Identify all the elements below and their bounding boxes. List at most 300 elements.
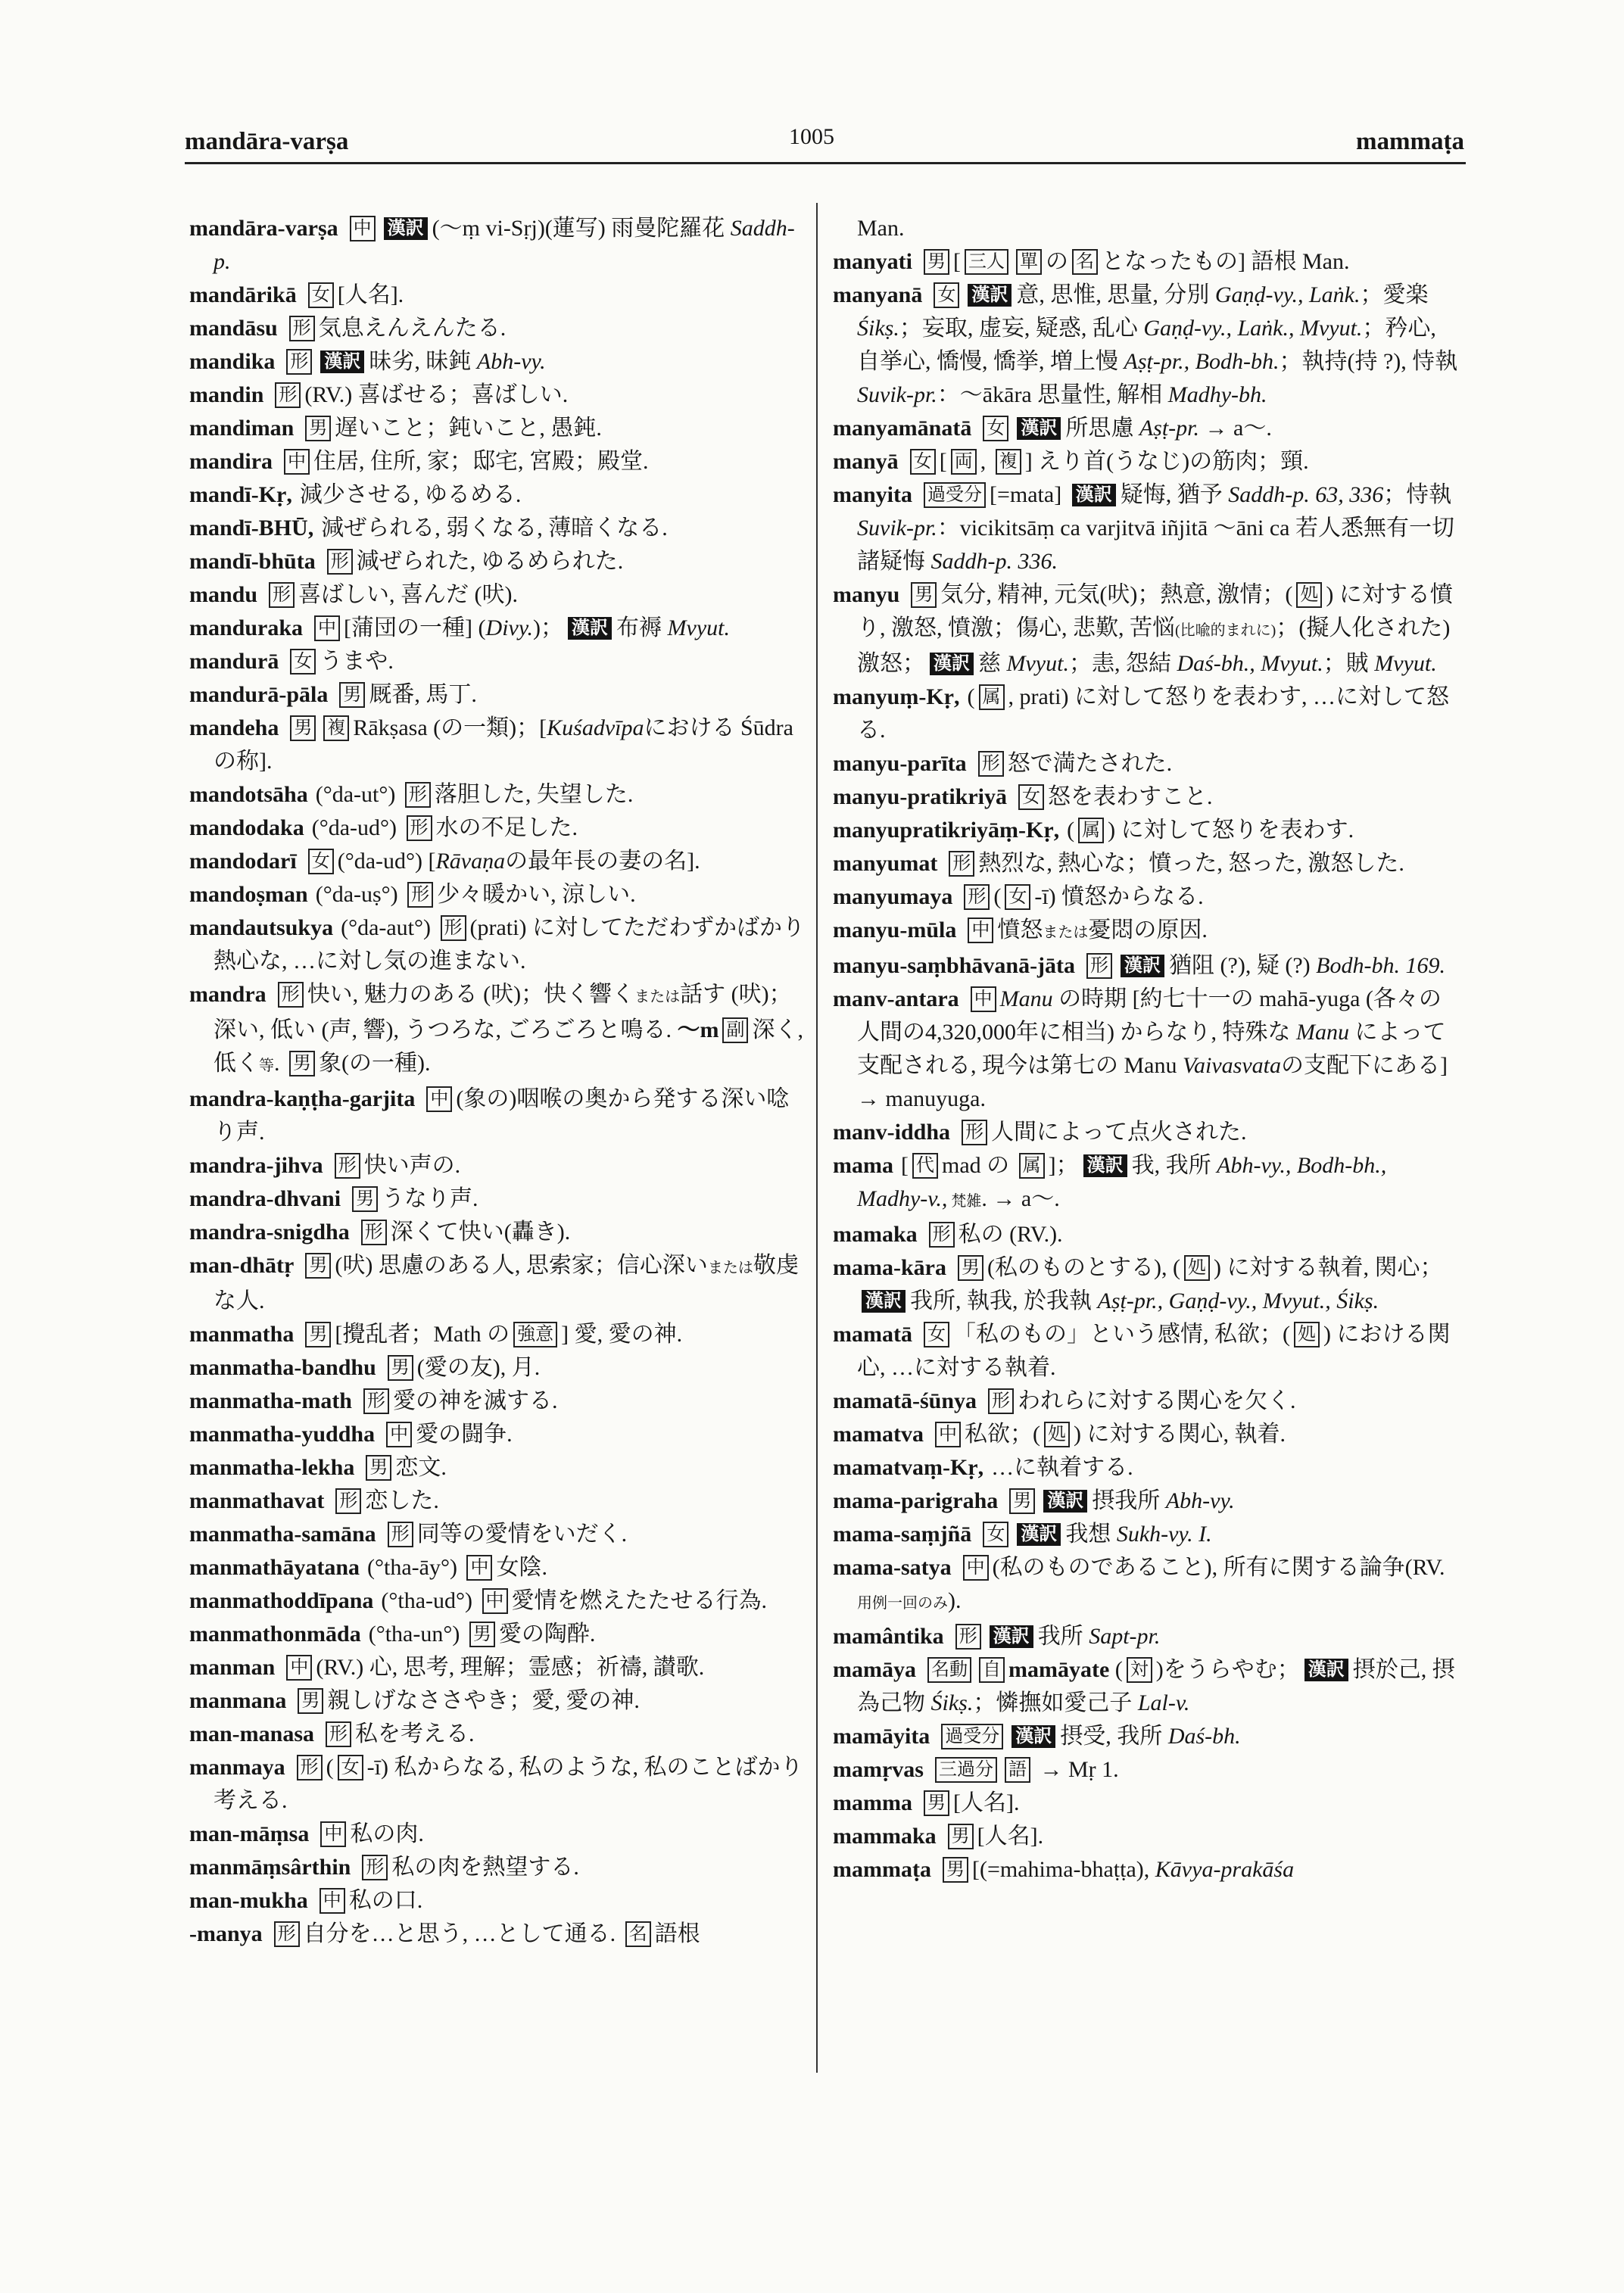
definition-text: 少々暖かい, 涼しい. xyxy=(437,882,636,907)
headword: manmāṃsârthin xyxy=(189,1855,351,1880)
grammar-tag: 語 xyxy=(1005,1757,1030,1783)
definition-text: 愛の神を滅する. xyxy=(393,1388,558,1413)
headword: manmatha-yuddha xyxy=(189,1422,376,1447)
citation: Bodh-bh. 169. xyxy=(1316,953,1445,978)
headword: manmathonmāda xyxy=(189,1622,361,1647)
definition-text: 摂於己, 摂為己物 xyxy=(857,1657,1455,1715)
grammar-tag: 形 xyxy=(361,1220,387,1245)
headword: mamaka xyxy=(833,1222,918,1247)
grammar-tag: 女 xyxy=(1005,884,1030,910)
grammar-tag: 形 xyxy=(278,982,304,1008)
grammar-tag: 形 xyxy=(964,884,990,910)
citation: Mvyut. xyxy=(1374,651,1437,676)
dictionary-entry xyxy=(189,1618,809,1651)
definition-text: 怒で満たされた. xyxy=(1007,751,1173,776)
definition-text: ] 愛, 愛の神. xyxy=(561,1322,683,1347)
grammar-tag: 男 xyxy=(298,1688,323,1714)
headword: manmatha-math xyxy=(189,1388,352,1413)
translation-label: 漢訳 xyxy=(1121,955,1164,977)
headword: mamāyita xyxy=(833,1724,930,1749)
definition-text: (～ṃ vi-Sṛj)(蓮写) 雨曼陀羅花 xyxy=(432,216,731,241)
grammar-tag: 中 xyxy=(284,449,310,475)
citation: Aṣṭ-pr. xyxy=(1139,416,1200,441)
grammar-tag: 強意 xyxy=(513,1322,557,1347)
dictionary-entry xyxy=(833,279,1460,412)
dictionary-entry xyxy=(189,1083,809,1149)
definition-text: (°da-ut°) xyxy=(315,782,401,807)
small-note: 等 xyxy=(259,1058,274,1074)
definition-text: (RV.) 喜ばせる；喜ばしい. xyxy=(304,382,569,407)
headword: man-dhātṛ xyxy=(189,1253,295,1278)
dictionary-entry xyxy=(833,1385,1460,1418)
definition-text: 所思慮 xyxy=(1065,416,1139,441)
definition-text: 昧劣, 昧鈍 xyxy=(369,349,477,374)
grammar-tag: 形 xyxy=(327,549,353,575)
headword: mandurā xyxy=(189,649,279,674)
grammar-tag: 形 xyxy=(955,1624,981,1650)
dictionary-entry xyxy=(189,1351,809,1385)
grammar-tag: 形 xyxy=(388,1522,413,1547)
headword: manv-iddha xyxy=(833,1120,951,1145)
definition-text: 猶阻 (?), 疑 (?) xyxy=(1169,953,1317,978)
headword: manyu-saṃbhāvanā-jāta xyxy=(833,953,1076,978)
definition-text: (prati) に対してただわずかばかり熱心な, …に対し気の進まない. xyxy=(214,915,805,974)
definition-text: 親しげなささやき；愛, 愛の神. xyxy=(327,1688,640,1713)
headword: mammaka xyxy=(833,1824,937,1849)
definition-text: 私の肉を熱望する. xyxy=(391,1855,579,1880)
definition-text: ；矜心, 自挙心, 憍慢, 憍挙, 増上慢 xyxy=(857,316,1436,374)
definition-text: 遅いこと；鈍いこと, 愚鈍. xyxy=(335,416,602,441)
definition-text: の最年長の妻の名]. xyxy=(505,849,700,874)
headword: mandotsāha xyxy=(189,782,308,807)
definition-text: ；執持(持 ?), 恃執 xyxy=(1279,349,1458,374)
headword: manmatha xyxy=(189,1322,295,1347)
translation-label: 漢訳 xyxy=(568,617,612,640)
dictionary-entry xyxy=(189,1182,809,1216)
dictionary-entry xyxy=(833,880,1460,914)
grammar-tag: 処 xyxy=(1296,582,1322,608)
definition-text: 布褥 xyxy=(616,615,668,640)
translation-label: 漢訳 xyxy=(930,653,974,675)
headword: mandeha xyxy=(189,715,279,740)
dictionary-entry xyxy=(833,914,1460,949)
definition-text: mad の xyxy=(941,1153,1015,1178)
citation: Rāvaṇa xyxy=(435,849,506,874)
grammar-tag: 両 xyxy=(951,449,977,475)
dictionary-entry xyxy=(833,1251,1460,1318)
dictionary-entry xyxy=(189,1518,809,1551)
grammar-tag: 処 xyxy=(1044,1422,1070,1447)
dictionary-entry xyxy=(189,778,809,812)
citation: Manu xyxy=(1296,1020,1349,1045)
definition-text: 気息えんえんたる. xyxy=(318,316,507,341)
dictionary-entry xyxy=(833,1418,1460,1451)
column-divider xyxy=(816,203,818,2073)
grammar-tag: 男 xyxy=(958,1255,983,1281)
dictionary-entry xyxy=(833,245,1460,279)
dictionary-entry xyxy=(833,478,1460,578)
definition-text: [蒲団の一種] ( xyxy=(344,615,486,640)
headword: mandu xyxy=(189,582,258,607)
grammar-tag: 男 xyxy=(305,1322,331,1347)
translation-label: 漢訳 xyxy=(384,217,428,240)
headword: mandra-kaṇṭha-garjita xyxy=(189,1086,416,1111)
definition-text: 快い声の. xyxy=(363,1153,461,1178)
headword: manyumat xyxy=(833,851,938,876)
headword: manmaya xyxy=(189,1755,285,1780)
definition-text: [攪乱者；Math の xyxy=(335,1322,510,1347)
definition-text: [人名]. xyxy=(952,1790,1020,1815)
dictionary-entry xyxy=(833,1720,1460,1753)
grammar-tag: 形 xyxy=(363,1388,389,1414)
headword: mamatvaṃ-Kṛ, xyxy=(833,1455,984,1480)
headword: manmatha-samāna xyxy=(189,1522,376,1547)
grammar-tag: 形 xyxy=(274,1921,300,1947)
dictionary-entry xyxy=(189,612,809,645)
headword: manyamānatā xyxy=(833,416,972,441)
definition-text: 深く, 低く xyxy=(214,1017,803,1076)
definition-text: となったもの] 語根 Man. xyxy=(1102,249,1350,274)
translation-label: 漢訳 xyxy=(990,1625,1033,1648)
definition-text: 我所 xyxy=(1037,1624,1089,1649)
headword: mandurā-pāla xyxy=(189,682,329,707)
definition-text: (°da-aut°) xyxy=(341,915,437,940)
definition-text: 私の口. xyxy=(348,1888,423,1913)
definition-text: 疑悔, 猶予 xyxy=(1120,482,1229,507)
definition-text: 住居, 住所, 家；邸宅, 宮殿；殿堂. xyxy=(313,449,649,474)
definition-text: 恋した. xyxy=(365,1488,439,1513)
dictionary-entry xyxy=(833,1218,1460,1251)
headword: mandautsukya xyxy=(189,915,334,940)
dictionary-entry xyxy=(189,712,809,778)
citation: Sapt-pr. xyxy=(1089,1624,1161,1649)
headword: man-mukha xyxy=(189,1888,308,1913)
grammar-tag: 形 xyxy=(988,1388,1014,1414)
grammar-tag: 複 xyxy=(323,715,349,741)
dictionary-entry xyxy=(833,578,1460,681)
definition-text: ；恃執 xyxy=(1383,482,1452,507)
translation-label: 漢訳 xyxy=(968,284,1011,307)
definition-text: [ xyxy=(900,1153,909,1178)
grammar-tag: 形 xyxy=(326,1721,351,1747)
headword: mandī-Kṛ, xyxy=(189,482,292,507)
dictionary-entry xyxy=(189,212,809,279)
definition-text: 私欲；( xyxy=(964,1422,1040,1447)
definition-text: -ī) 憤怒からなる. xyxy=(1034,884,1204,909)
grammar-tag: 中 xyxy=(286,1655,312,1681)
definition-text: (吠) 思慮のある人, 思索家；信心深い xyxy=(335,1253,708,1278)
citation: Gaṇḍ-vy., Laṅk., Mvyut. xyxy=(1143,316,1363,341)
dictionary-entry xyxy=(833,681,1460,747)
headword: mandodarī xyxy=(189,849,297,874)
definition-text: [(=mahima-bhaṭṭa), xyxy=(971,1857,1155,1882)
definition-text: 「私のもの」という感情, 私欲；( xyxy=(952,1322,1290,1347)
dictionary-entry xyxy=(189,1149,809,1182)
dictionary-entry xyxy=(189,279,809,312)
grammar-tag: 中 xyxy=(386,1422,412,1447)
grammar-tag: 男 xyxy=(924,249,949,275)
small-note: または xyxy=(1043,924,1089,941)
citation: Kāvya-prakāśa xyxy=(1155,1857,1295,1882)
citation: Vaivasvata xyxy=(1183,1053,1281,1078)
headword: mama xyxy=(833,1153,893,1178)
headword: mandāra-varṣa xyxy=(189,216,338,241)
dictionary-entry xyxy=(189,1751,809,1818)
definition-text: 怒を表わすこと. xyxy=(1048,784,1213,809)
dictionary-entry xyxy=(189,1851,809,1884)
definition-text: 水の不足した. xyxy=(435,815,578,840)
dictionary-entry xyxy=(833,1653,1460,1720)
definition-text: 熱烈な, 熱心な；憤った, 怒った, 激怒した. xyxy=(978,851,1404,876)
grammar-tag: 女 xyxy=(924,1322,949,1347)
definition-text: における Śūdra の称]. xyxy=(214,715,793,774)
dictionary-entry xyxy=(833,412,1460,445)
dictionary-entry xyxy=(189,478,809,512)
translation-label: 漢訳 xyxy=(320,350,364,373)
definition-text: 愛の陶酔. xyxy=(498,1622,596,1647)
definition-text: 摂受, 我所 xyxy=(1060,1724,1168,1749)
citation: Aṣṭ-pr., Gaṇḍ-vy., Mvyut., Śikṣ. xyxy=(1097,1288,1379,1313)
headword: manduraka xyxy=(189,615,304,640)
dictionary-entry xyxy=(189,978,809,1083)
dictionary-entry xyxy=(189,911,809,978)
headword: mama-satya xyxy=(833,1555,952,1580)
left-column xyxy=(189,212,809,2256)
definition-text: 私の (RV.). xyxy=(958,1222,1063,1247)
dictionary-entry xyxy=(833,212,1460,245)
definition-text: [人名]. xyxy=(337,282,404,307)
definition-text: [人名]. xyxy=(977,1824,1044,1849)
dictionary-entry xyxy=(833,1551,1460,1620)
grammar-tag: 中 xyxy=(482,1588,508,1614)
citation: Abh-vy. xyxy=(476,349,546,374)
grammar-tag: 男 xyxy=(305,416,331,441)
grammar-tag: 中 xyxy=(314,615,340,641)
definition-text: ；憐撫如愛己子 xyxy=(973,1690,1138,1715)
definition-text: Rākṣasa (の一類)；[ xyxy=(353,715,547,740)
grammar-tag: 名 xyxy=(1072,249,1098,275)
definition-text: [ xyxy=(953,249,961,274)
definition-text: ] えり首(うなじ)の筋肉；頸. xyxy=(1024,449,1309,474)
bold-form: ～m xyxy=(677,1017,719,1042)
headword: manmatha-lekha xyxy=(189,1455,355,1480)
definition-text: ( xyxy=(967,684,975,709)
headword: mamatā-śūnya xyxy=(833,1388,977,1413)
definition-text: ) に対する関心, 執着. xyxy=(1073,1422,1286,1447)
definition-text: ( xyxy=(1109,1657,1123,1682)
grammar-tag: 中 xyxy=(320,1888,345,1914)
small-note: (比喩的まれに) xyxy=(1175,622,1276,639)
definition-text: ( xyxy=(1067,818,1075,843)
definition-text: 減ぜられた, ゆるめられた. xyxy=(356,549,624,574)
headword: manmathoddīpana xyxy=(189,1588,374,1613)
headword: manyanā xyxy=(833,282,923,307)
citation: Kuśadvīpa xyxy=(547,715,644,740)
grammar-tag: 女 xyxy=(308,282,334,308)
dictionary-entry xyxy=(189,445,809,478)
grammar-tag: 過受分 xyxy=(941,1724,1003,1749)
grammar-tag: 形 xyxy=(407,815,432,841)
definition-text: 我所, 執我, 於我執 xyxy=(910,1288,1098,1313)
headword: manyupratikriyāṃ-Kṛ, xyxy=(833,818,1060,843)
grammar-tag: 処 xyxy=(1184,1255,1210,1281)
definition-text: (°da-ud°) [ xyxy=(337,849,436,874)
definition-text: 気分, 精神, 元気(吠)；熱意, 激情；( xyxy=(940,582,1293,607)
grammar-tag: 男 xyxy=(352,1186,378,1212)
dictionary-entry xyxy=(833,1318,1460,1385)
translation-label: 漢訳 xyxy=(1017,1523,1061,1546)
dictionary-entry xyxy=(189,1918,809,1951)
definition-text: 私を考える. xyxy=(355,1721,475,1746)
headword: mandra-jihva xyxy=(189,1153,323,1178)
dictionary-entry xyxy=(833,1518,1460,1551)
grammar-tag: 形 xyxy=(286,349,312,375)
dictionary-entry xyxy=(189,1551,809,1584)
definition-text: [ xyxy=(939,449,947,474)
dictionary-entry xyxy=(189,812,809,845)
dictionary-entry xyxy=(833,747,1460,780)
dictionary-entry xyxy=(189,678,809,712)
translation-label: 漢訳 xyxy=(862,1290,906,1313)
dictionary-entry xyxy=(833,814,1460,847)
definition-text: 話す (吠)；深い, 低い (声, 響), うつろな, ごろごろと鳴る. xyxy=(214,982,792,1042)
definition-text: 喜ばしい, 喜んだ (吠). xyxy=(298,582,519,607)
grammar-tag: 男 xyxy=(366,1455,391,1481)
dictionary-entry xyxy=(189,1451,809,1485)
grammar-tag: 中 xyxy=(971,986,996,1012)
definition-text: ：～ākāra 思量性, 解相 xyxy=(937,382,1168,407)
headword: mandodaka xyxy=(189,815,304,840)
citation: Saddh-p. 63, 336 xyxy=(1228,482,1384,507)
translation-label: 漢訳 xyxy=(1304,1659,1348,1681)
definition-text: (°da-ud°) xyxy=(311,815,403,840)
grammar-tag: 女 xyxy=(290,649,316,675)
dictionary-entry xyxy=(189,545,809,578)
grammar-tag: 属 xyxy=(1078,818,1104,843)
definition-text: (°tha-āy°) xyxy=(367,1555,463,1580)
grammar-tag: 副 xyxy=(722,1017,748,1043)
dictionary-entry xyxy=(189,1718,809,1751)
grammar-tag: 対 xyxy=(1127,1657,1152,1683)
definition-text: ). xyxy=(948,1588,962,1613)
grammar-tag: 形 xyxy=(269,582,295,608)
citation: Divy. xyxy=(485,615,534,640)
definition-text: の時期 [約七十一の mahā-yuga (各々の人間の4,320,000年に相当) からなり, 特殊な xyxy=(857,986,1442,1045)
grammar-tag: 形 xyxy=(289,316,315,341)
headword: mammaṭa xyxy=(833,1857,931,1882)
headword: mama-parigraha xyxy=(833,1488,999,1513)
grammar-tag: 男 xyxy=(339,682,365,708)
definition-text: (私のものとする), ( xyxy=(987,1255,1180,1280)
headword: mamântika xyxy=(833,1624,944,1649)
grammar-tag: 代 xyxy=(912,1153,938,1179)
dictionary-entry xyxy=(189,1249,809,1318)
dictionary-entry xyxy=(833,1820,1460,1853)
headword: mandī-bhūta xyxy=(189,549,316,574)
definition-text: ；妄取, 虚妄, 疑惑, 乱心 xyxy=(899,316,1144,341)
dictionary-entry xyxy=(189,1418,809,1451)
grammar-tag: 形 xyxy=(441,915,466,941)
dictionary-entry xyxy=(189,345,809,379)
citation: Gaṇḍ-vy., Laṅk. xyxy=(1214,282,1361,307)
definition-text: ( xyxy=(326,1755,334,1780)
headword: mandī-BHŪ, xyxy=(189,516,314,541)
page-number: 1005 xyxy=(789,124,834,149)
definition-text: (私のものであること), 所有に関する論争(RV. xyxy=(992,1555,1445,1580)
grammar-tag: 形 xyxy=(407,882,433,908)
dictionary-entry xyxy=(189,845,809,878)
citation: Daś-bh. xyxy=(1167,1724,1241,1749)
grammar-tag: 中 xyxy=(350,216,376,241)
dictionary-entry xyxy=(833,1116,1460,1149)
grammar-tag: 複 xyxy=(996,449,1021,475)
definition-text: 敬虔な人. xyxy=(214,1253,799,1313)
headword: manyu xyxy=(833,582,900,607)
dictionary-entry xyxy=(189,1485,809,1518)
definition-text: 私の肉. xyxy=(350,1821,424,1846)
translation-label: 漢訳 xyxy=(1017,417,1061,440)
definition-text: 愛情を燃えたたせる行為. xyxy=(511,1588,768,1613)
citation: Manu xyxy=(999,986,1053,1011)
definition-text: . → a～. xyxy=(981,1186,1060,1211)
translation-label: 漢訳 xyxy=(1072,484,1116,506)
definition-text: ]； xyxy=(1048,1153,1079,1178)
headword: manyati xyxy=(833,249,912,274)
grammar-tag: 女 xyxy=(1018,784,1044,810)
citation: Madhy-bh. xyxy=(1167,382,1267,407)
citation: Daś-bh., Mvyut. xyxy=(1177,651,1323,676)
definition-text: 愛の闘争. xyxy=(416,1422,513,1447)
definition-text: 減ぜられる, 弱くなる, 薄暗くなる. xyxy=(321,516,668,541)
grammar-tag: 男 xyxy=(1009,1488,1035,1514)
dictionary-entry xyxy=(189,1318,809,1351)
definition-text: ) に対する憤り, 激怒, 憤激；傷心, 悲歎, 苦悩 xyxy=(857,582,1453,640)
definition-text: ；愛楽 xyxy=(1360,282,1429,307)
citation: Lal-v. xyxy=(1137,1690,1190,1715)
headword: mandoṣman xyxy=(189,882,308,907)
grammar-tag: 形 xyxy=(1086,953,1112,979)
citation: Suvik-pr. xyxy=(857,516,937,541)
grammar-tag: 女 xyxy=(338,1755,363,1781)
citation: Abh-vy., Bodh-bh., Madhy-v., xyxy=(857,1153,1387,1211)
definition-text: (愛の友), 月. xyxy=(416,1355,541,1380)
dictionary-entry xyxy=(833,1485,1460,1518)
definition-text: 厩番, 馬丁. xyxy=(369,682,477,707)
grammar-tag: 形 xyxy=(405,782,431,808)
definition-text: 意, 思惟, 思量, 分別 xyxy=(1016,282,1215,307)
definition-text: . xyxy=(274,1051,285,1076)
dictionary-entry xyxy=(189,578,809,612)
dictionary-entry xyxy=(833,1149,1460,1218)
dictionary-entry xyxy=(189,1684,809,1718)
headword: mama-saṃjñā xyxy=(833,1522,972,1547)
grammar-tag: 中 xyxy=(426,1086,452,1112)
definition-text: 自分を…と思う, …として通る. xyxy=(303,1921,622,1946)
definition-text: (°tha-ud°) xyxy=(381,1588,478,1613)
dictionary-entry xyxy=(189,1584,809,1618)
definition-text: Man. xyxy=(857,216,905,241)
grammar-tag: 形 xyxy=(962,1120,987,1145)
definition-text: )をうらやむ； xyxy=(1155,1657,1300,1682)
citation: Mvyut. xyxy=(1006,651,1069,676)
definition-text: (RV.) 心, 思考, 理解；霊感；祈禱, 讃歌. xyxy=(316,1655,705,1680)
grammar-tag: 男 xyxy=(290,715,316,741)
grammar-tag: 女 xyxy=(934,282,959,308)
headword: manyu-parīta xyxy=(833,751,967,776)
dictionary-entry xyxy=(189,1818,809,1851)
headword: manyu-mūla xyxy=(833,918,957,942)
grammar-tag: 自 xyxy=(979,1657,1005,1683)
